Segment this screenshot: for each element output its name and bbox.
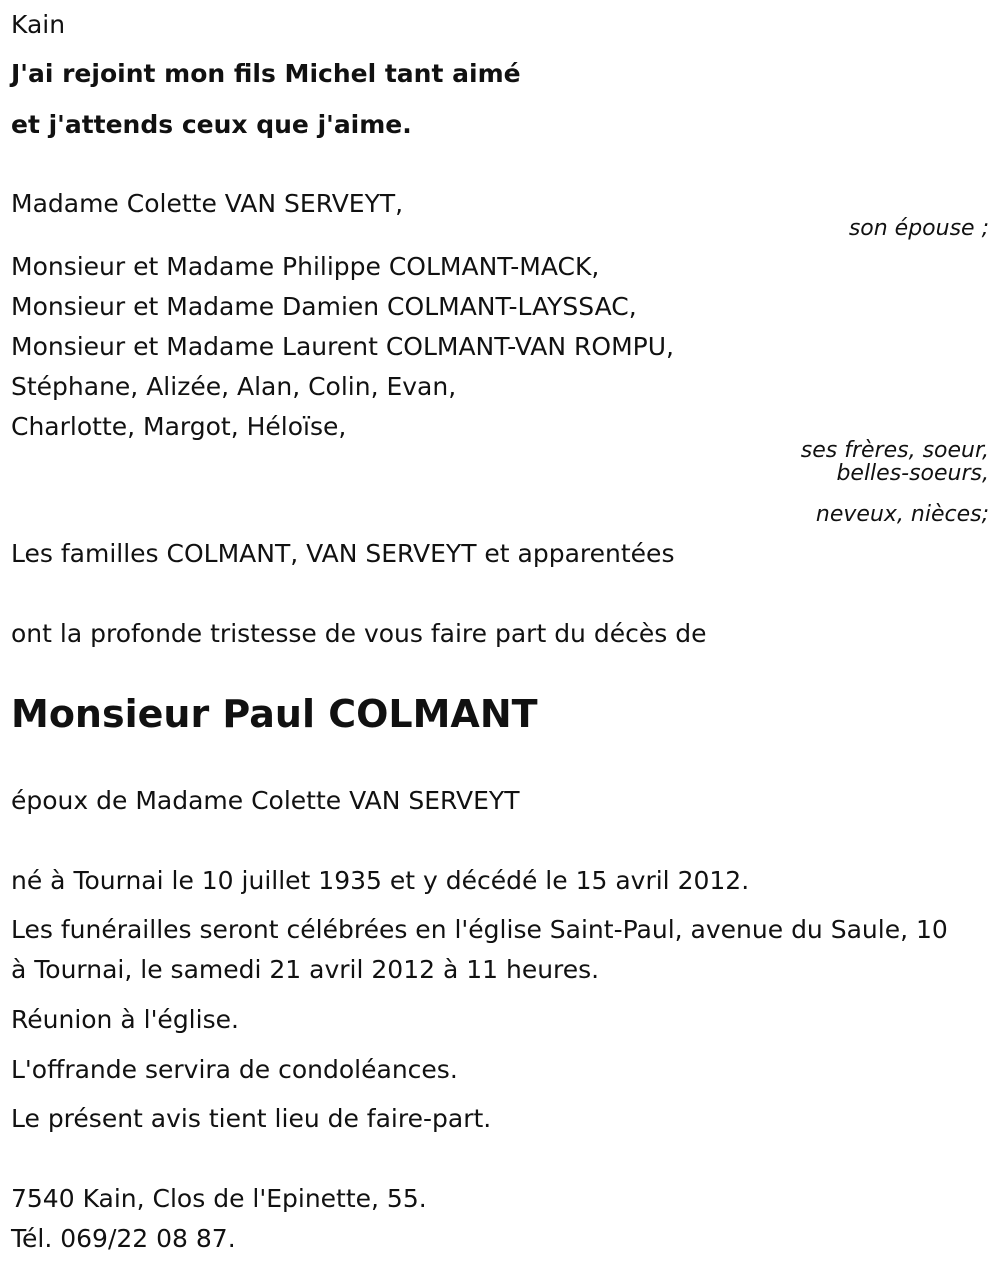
funeral-line-2: à Tournai, le samedi 21 avril 2012 à 11 heures.: [11, 955, 600, 984]
offering: L'offrande servira de condoléances.: [11, 1055, 458, 1084]
quote-line-1: J'ai rejoint mon fils Michel tant aimé: [11, 59, 521, 88]
announcement: ont la profonde tristesse de vous faire part du décès de: [11, 619, 707, 648]
meeting: Réunion à l'église.: [11, 1005, 239, 1034]
spouse-of: époux de Madame Colette VAN SERVEYT: [11, 786, 520, 815]
address: 7540 Kain, Clos de l'Epinette, 55.: [11, 1184, 427, 1213]
families: Les familles COLMANT, VAN SERVEYT et apparentées: [11, 539, 675, 568]
spouse-name: Madame Colette VAN SERVEYT,: [11, 189, 404, 218]
notice: Le présent avis tient lieu de faire-part.: [11, 1104, 492, 1133]
sibling-line: Monsieur et Madame Laurent COLMANT-VAN ROMPU,: [11, 332, 674, 361]
siblings-relation-line: neveux, nièces;: [815, 502, 989, 527]
funeral-line-1: Les funérailles seront célébrées en l'église Saint-Paul, avenue du Saule, 10: [11, 915, 948, 944]
phone: Tél. 069/22 08 87.: [11, 1224, 236, 1253]
sibling-line: Stéphane, Alizée, Alan, Colin, Evan,: [11, 372, 457, 401]
sibling-line: Charlotte, Margot, Héloïse,: [11, 412, 347, 441]
siblings-relation-line: belles-soeurs,: [836, 461, 989, 486]
locality: Kain: [11, 10, 66, 39]
siblings-relation-line: ses frères, soeur,: [800, 438, 989, 463]
sibling-line: Monsieur et Madame Philippe COLMANT-MACK,: [11, 252, 600, 281]
quote-line-2: et j'attends ceux que j'aime.: [11, 110, 412, 139]
spouse-relation: son épouse ;: [848, 216, 989, 241]
deceased-name: Monsieur Paul COLMANT: [11, 692, 538, 736]
sibling-line: Monsieur et Madame Damien COLMANT-LAYSSAC,: [11, 292, 637, 321]
birth-death: né à Tournai le 10 juillet 1935 et y décédé le 15 avril 2012.: [11, 866, 750, 895]
